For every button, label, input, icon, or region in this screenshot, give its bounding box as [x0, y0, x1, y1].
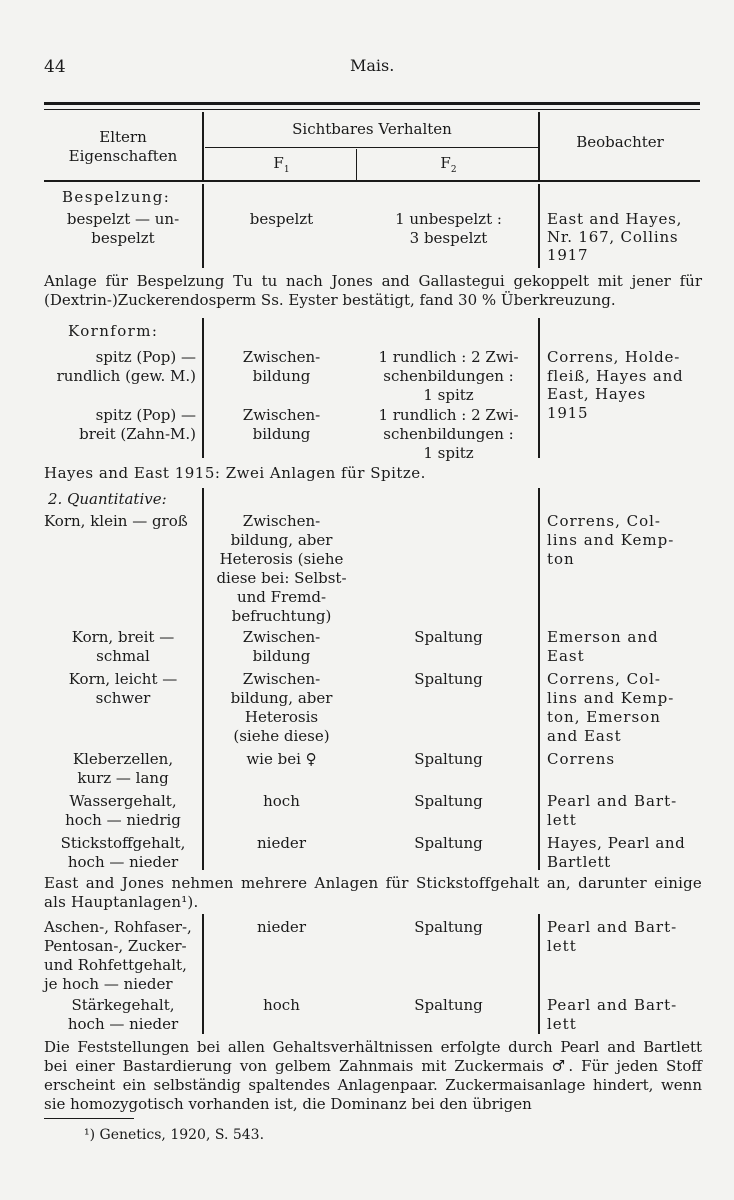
- col-divider: [202, 184, 204, 268]
- gehalt-row-2-f2: Spaltung: [414, 996, 483, 1014]
- quant-row-1-beobachter: Correns, Col- lins and Kemp- ton: [547, 512, 675, 568]
- note-kornform: Hayes and East 1915: Zwei Anlagen für Spitze.: [44, 464, 426, 482]
- col-divider: [538, 488, 540, 870]
- note-stickstoff: East and Jones nehmen mehrere Anlagen für Stickstoffgehalt an, darunter einige als Hauptanlagen¹).: [44, 874, 702, 911]
- quant-row-2-f2: Spaltung: [414, 628, 483, 646]
- quant-row-1-f1: Zwischen- bildung, aber Heterosis (siehe diese bei: Selbst- und Fremd- befruchtung): [216, 512, 347, 625]
- quant-row-3-f2: Spaltung: [414, 670, 483, 688]
- quant-row-6-beobachter: Hayes, Pearl and Bartlett: [547, 834, 686, 871]
- header-subrule: [205, 147, 539, 148]
- bespelzung-f1: bespelzt: [249, 210, 314, 228]
- page-number: 44: [44, 57, 66, 77]
- top-rule-thick: [44, 102, 700, 105]
- header-f2: $F_2$: [440, 154, 457, 175]
- header-eltern: Eltern Eigenschaften: [68, 128, 178, 165]
- gehalt-row-2-f1: hoch: [263, 996, 300, 1014]
- kornform-row2-f2: 1 rundlich : 2 Zwi- schenbildungen : 1 spitz: [378, 406, 519, 462]
- quant-row-3-beobachter: Correns, Col- lins and Kemp- ton, Emerson and East: [547, 670, 675, 745]
- quant-row-4-beobachter: Correns: [547, 750, 616, 768]
- quant-row-4-f1: wie bei ♀: [246, 750, 317, 768]
- col-divider: [202, 318, 204, 458]
- quant-row-3-eltern: Korn, leicht — schwer: [68, 670, 178, 707]
- quant-row-2-beobachter: Emerson and East: [547, 628, 659, 665]
- top-rule-thin: [44, 109, 700, 110]
- col-divider: [202, 488, 204, 870]
- section-heading-quantitative: 2. Quantitative:: [48, 490, 167, 508]
- quant-row-4-eltern: Kleberzellen, kurz — lang: [72, 750, 174, 787]
- footnote: ¹) Genetics, 1920, S. 543.: [84, 1127, 265, 1143]
- kornform-row1-f1: Zwischen- bildung: [242, 348, 321, 385]
- gehalt-row-1-eltern: Aschen-, Rohfaser-, Pentosan-, Zucker- und Rohfettgehalt, je hoch — nieder: [44, 918, 192, 993]
- closing-paragraph: Die Feststellungen bei allen Gehaltsverhältnissen erfolgte durch Pearl and Bartlett bei einer Bastardierung von gelbem Zahnmais mit Zuckermais ♂. Für jeden Stoff erscheint ein selbständig spaltendes Anlagenpaar. Zuckermaisanlage hindert, wenn sie homozygotisch vorhanden ist, die Dominanz bei den übrigen: [44, 1038, 702, 1113]
- quant-row-2-eltern: Korn, breit — schmal: [71, 628, 175, 665]
- col-divider: [538, 914, 540, 1034]
- quant-row-5-beobachter: Pearl and Bart- lett: [547, 792, 678, 829]
- col-divider: [538, 112, 540, 180]
- quant-row-2-f1: Zwischen- bildung: [242, 628, 321, 665]
- quant-row-5-f1: hoch: [263, 792, 300, 810]
- gehalt-row-2-beobachter: Pearl and Bart- lett: [547, 996, 678, 1033]
- header-beobachter: Beobachter: [576, 133, 664, 151]
- kornform-row2-f1: Zwischen- bildung: [242, 406, 321, 443]
- col-divider: [538, 184, 540, 268]
- quant-row-3-f1: Zwischen- bildung, aber Heterosis (siehe diese): [230, 670, 333, 745]
- running-title: Mais.: [350, 56, 395, 75]
- col-divider: [202, 112, 204, 180]
- col-divider: [538, 318, 540, 458]
- header-f1: $F_1$: [273, 154, 290, 175]
- col-divider: [202, 914, 204, 1034]
- quant-row-6-f1: nieder: [257, 834, 306, 852]
- gehalt-row-1-beobachter: Pearl and Bart- lett: [547, 918, 678, 955]
- col-divider: [356, 149, 357, 180]
- bespelzung-eltern: bespelzt — un- bespelzt: [66, 210, 180, 247]
- header-sichtbares-verhalten: Sichtbares Verhalten: [292, 120, 452, 138]
- quant-row-5-eltern: Wassergehalt, hoch — niedrig: [65, 792, 181, 829]
- kornform-beobachter: Correns, Holde- fleiß, Hayes and East, Hayes 1915: [547, 348, 684, 422]
- section-heading-bespelzung: Bespelzung:: [62, 188, 171, 206]
- kornform-row1-f2: 1 rundlich : 2 Zwi- schenbildungen : 1 spitz: [378, 348, 519, 404]
- bespelzung-f2: 1 unbespelzt : 3 bespelzt: [395, 210, 502, 247]
- gehalt-row-2-eltern: Stärkegehalt, hoch — nieder: [67, 996, 179, 1033]
- section-heading-kornform: Kornform:: [68, 322, 159, 340]
- quant-row-6-eltern: Stickstoffgehalt, hoch — nieder: [60, 834, 186, 871]
- quant-row-6-f2: Spaltung: [414, 834, 483, 852]
- gehalt-row-1-f2: Spaltung: [414, 918, 483, 936]
- note-bespelzung: Anlage für Bespelzung Tu tu nach Jones and Gallastegui gekoppelt mit jener für (Dextrin-)Zuckerendosperm Ss. Eyster bestätigt, fand 30 % Überkreuzung.: [44, 272, 702, 309]
- kornform-row1-eltern: spitz (Pop) — rundlich (gew. M.): [56, 348, 196, 385]
- quant-row-1-eltern: Korn, klein — groß: [44, 512, 188, 530]
- quant-row-5-f2: Spaltung: [414, 792, 483, 810]
- quant-row-4-f2: Spaltung: [414, 750, 483, 768]
- kornform-row2-eltern: spitz (Pop) — breit (Zahn-M.): [79, 406, 196, 443]
- header-bottom-rule: [44, 180, 700, 182]
- bespelzung-beobachter: East and Hayes, Nr. 167, Collins 1917: [547, 210, 683, 264]
- footnote-rule: [44, 1118, 134, 1119]
- gehalt-row-1-f1: nieder: [257, 918, 306, 936]
